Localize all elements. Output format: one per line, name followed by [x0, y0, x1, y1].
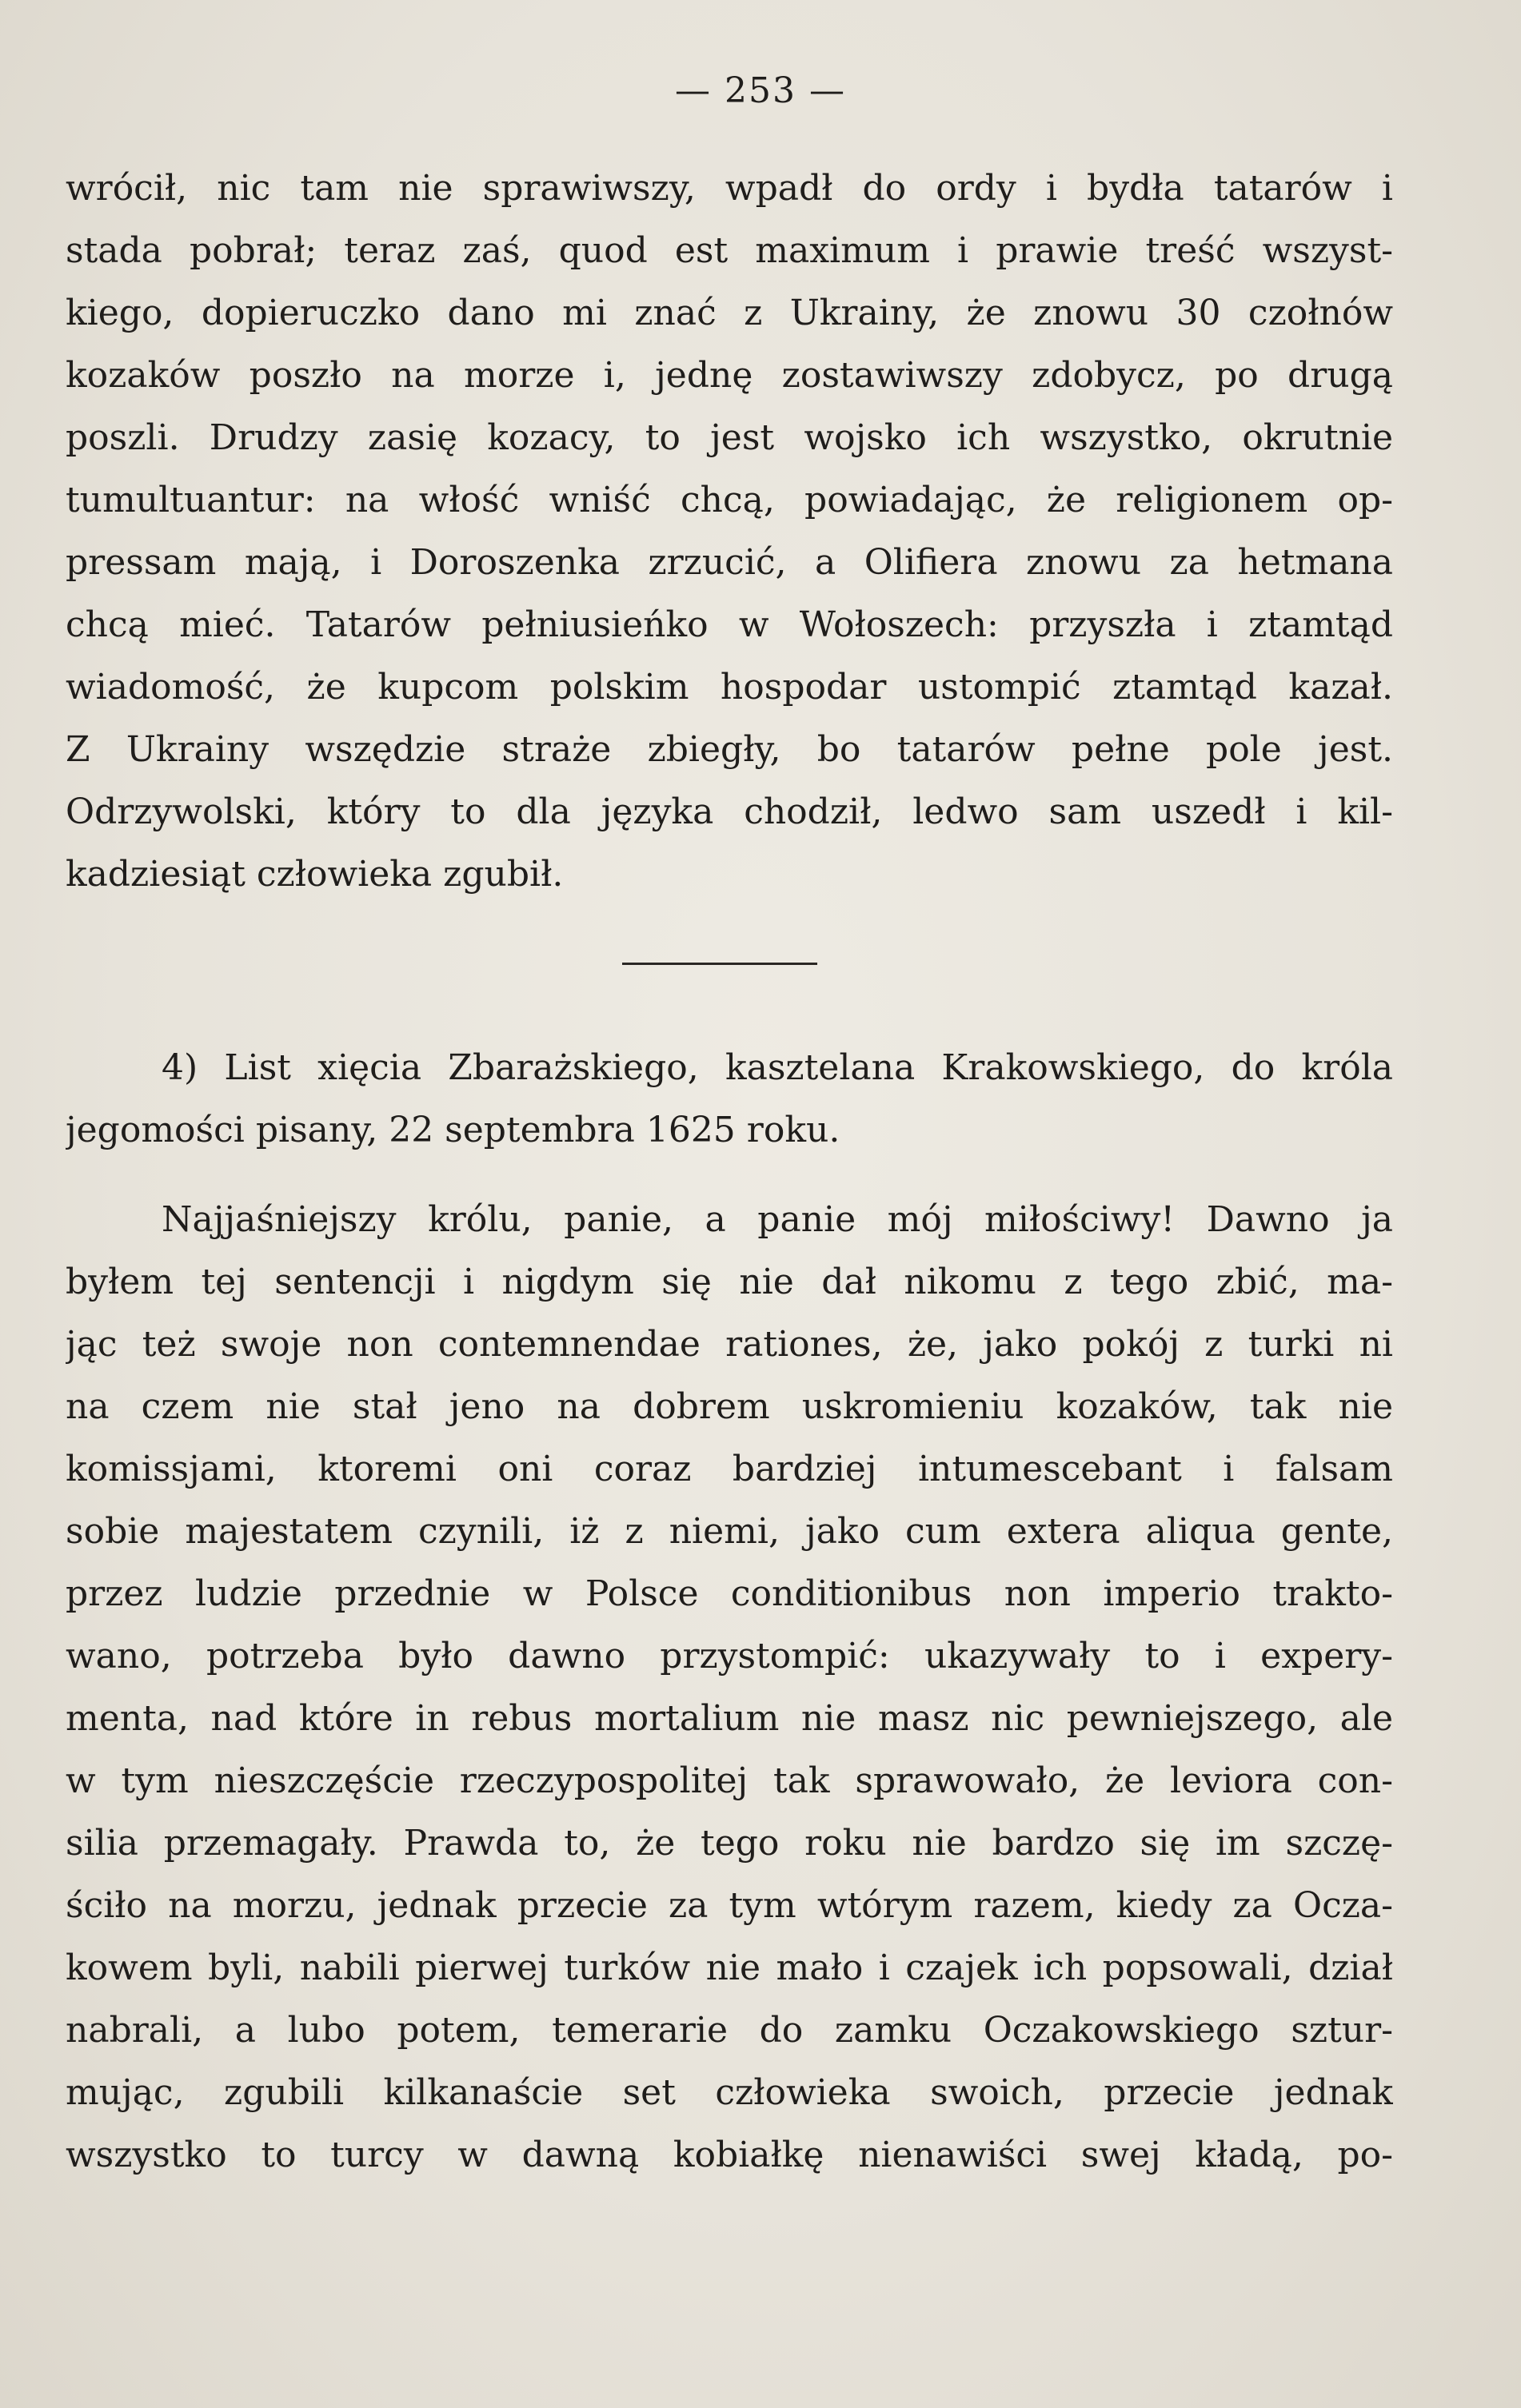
text-line: silia przemagały. Prawda to, że tego roku nie bardzo się im szczę- [66, 1823, 1393, 1864]
text-line: komissjami, ktoremi oni coraz bardziej intumescebant i falsam [66, 1449, 1393, 1489]
first-paragraph [66, 157, 1393, 906]
text-line: Z Ukrainy wszędzie straże zbiegły, bo tatarów pełne pole jest. [66, 729, 1393, 770]
page-number: — 253 — [675, 70, 846, 111]
text-line: chcą mieć. Tatarów pełniusieńko w Wołoszech: przyszła i ztamtąd [66, 604, 1393, 645]
text-line: kadziesiąt człowieka zgubił. [66, 854, 564, 895]
text-line: menta, nad które in rebus mortalium nie masz nic pewniejszego, ale [66, 1698, 1393, 1739]
text-line: kiego, dopieruczko dano mi znać z Ukrainy, że znowu 30 czołnów [66, 293, 1393, 333]
text-line: wano, potrzeba było dawno przystompić: ukazywały to i expery- [66, 1636, 1393, 1676]
section-divider [622, 963, 817, 965]
heading-line: jegomości pisany, 22 septembra 1625 roku. [66, 1110, 840, 1150]
text-line: poszli. Drudzy zasię kozacy, to jest wojsko ich wszystko, okrutnie [66, 417, 1393, 458]
text-line: jąc też swoje non contemnendae rationes, że, jako pokój z turki ni [66, 1324, 1393, 1365]
text-line: w tym nieszczęście rzeczypospolitej tak sprawowało, że leviora con- [66, 1760, 1393, 1801]
text-line: mując, zgubili kilkanaście set człowieka swoich, przecie jednak [66, 2072, 1393, 2113]
text-line: wiadomość, że kupcom polskim hospodar ustompić ztamtąd kazał. [66, 667, 1393, 708]
text-line: stada pobrał; teraz zaś, quod est maximum i prawie treść wszyst- [66, 230, 1393, 271]
letter-heading [66, 1037, 1393, 1162]
text-line: nabrali, a lubo potem, temerarie do zamku Oczakowskiego sztur- [66, 2010, 1393, 2051]
text-line: na czem nie stał jeno na dobrem uskromieniu kozaków, tak nie [66, 1386, 1393, 1427]
letter-body [66, 1189, 1393, 2187]
text-line: wrócił, nic tam nie sprawiwszy, wpadł do ordy i bydła tatarów i [66, 168, 1393, 209]
text-line: kowem byli, nabili pierwej turków nie mało i czajek ich popsowali, dział [66, 1948, 1393, 1988]
text-line: przez ludzie przednie w Polsce conditionibus non imperio trakto- [66, 1573, 1393, 1614]
text-line: Najjaśniejszy królu, panie, a panie mój miłościwy! Dawno ja [162, 1199, 1393, 1240]
text-line: byłem tej sentencji i nigdym się nie dał nikomu z tego zbić, ma- [66, 1262, 1393, 1302]
text-line: pressam mają, i Doroszenka zrzucić, a Olifiera znowu za hetmana [66, 542, 1393, 583]
text-line: sobie majestatem czynili, iż z niemi, jako cum extera aliqua gente, [66, 1511, 1393, 1552]
heading-line: 4) List xięcia Zbarażskiego, kasztelana Krakowskiego, do króla [162, 1047, 1393, 1088]
text-line: tumultuantur: na włość wniść chcą, powiadając, że religionem op- [66, 480, 1393, 520]
text-line: wszystko to turcy w dawną kobiałkę nienawiści swej kładą, po- [66, 2135, 1393, 2175]
text-line: Odrzywolski, który to dla języka chodził, ledwo sam uszedł i kil- [66, 791, 1393, 832]
text-line: kozaków poszło na morze i, jednę zostawiwszy zdobycz, po drugą [66, 355, 1393, 396]
text-line: ściło na morzu, jednak przecie za tym wtórym razem, kiedy za Ocza- [66, 1885, 1393, 1926]
